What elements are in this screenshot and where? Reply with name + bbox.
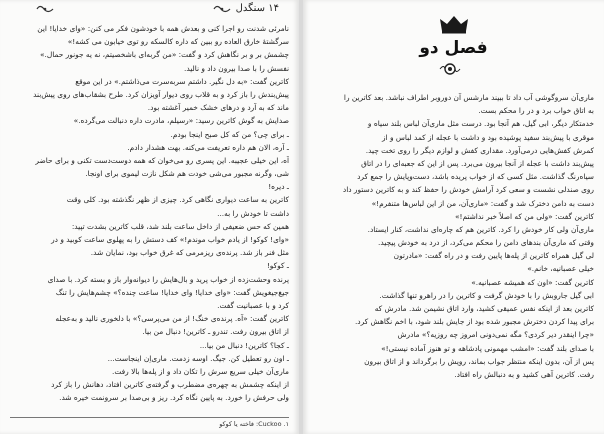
text-line: ماری‌آن ولی کار خودش را کرد. کاترین هم که چاره‌ای نداشت، کنار ایستاد.: [367, 224, 594, 234]
right-page: [303, 0, 604, 434]
rose-flourish-icon: [435, 60, 465, 78]
body-text: [313, 91, 594, 431]
text-line: کرد و با عصبانیت گفت.: [217, 300, 289, 310]
footnote: ۱. Cuckoo: فاخته یا کوکو: [10, 417, 289, 428]
text-line: داشت تا خودش را به...: [217, 208, 289, 218]
text-line: از اینکه چشمش به چهره‌ی مضطرب و گرفته‌ی کاترین افتاد، دهانش را باز کرد: [51, 380, 289, 390]
text-line: به اتاق خواب برد و در را محکم بست.: [478, 106, 594, 116]
text-line: ماری‌آن خیلی سریع سرش را تکان داد و از پله‌ها بالا رفت.: [112, 366, 289, 376]
text-line: سرگشتهٔ خارق العاده رو ببین که داره کالسکه رو توی خیابون می کشه!»: [67, 37, 289, 47]
crown-icon: [303, 14, 604, 38]
text-line: دست به دامن دخترک شد و گفت: «ماری‌آن، من از این لباس‌ها متنفرم!»: [371, 198, 594, 208]
text-line: ـ آره، الان هم داره تعریفت می‌کنه. بهت هشدار دادم.: [127, 142, 289, 152]
text-line: آه، این خیلی عجیبه. این پسری رو می‌خوان که همه دوست‌دست تکنی و برای حاضر: [35, 155, 289, 165]
text-line: ـ دیره!: [268, 182, 289, 192]
text-line: پس از آن، بدون اینکه منتظر جواب بماند، رویش را برگرداند و از اتاق بیرون: [364, 356, 594, 366]
text-line: از اتاق بیرون رفت. تندرو ـ کاترین! دنبال من بیا.: [142, 327, 289, 337]
text-line: ـ برای چی؟ من که کل صبح اینجا بودم.: [170, 129, 289, 139]
text-line: خدمتکار دیگر، ابی گیل، هم آنجا بود. درست مثل ماری‌آن لباس بلند سیاه و: [367, 119, 594, 129]
text-line: مثل فنر باز شد. پرنده‌ی ریزمرمی که غرق خواب بود، نمایان شد.: [90, 248, 289, 258]
text-line: پرنده وحشت‌زده از خواب پرید و بال‌هایش را دیوانه‌وار باز و بسته کرد. با صدای: [47, 274, 289, 284]
header-ornament-icon: [36, 4, 54, 14]
body-text: [10, 22, 289, 403]
text-line: «وای! کوکو! از یادم خواب موندم!» کف دستش را به پهلوی ساعت کوبید و در: [51, 235, 289, 244]
text-line: پیش‌بند داشت با عجله از آنجا بیرون می‌برد. پس از این که جعبه‌ای را در اتاق: [361, 158, 594, 168]
text-line: نامرئی شدنت رو اجرا کنی و بعدش همه با خودشون فکر می کنن: «وای خدایا! این: [37, 24, 289, 33]
text-line: ماری‌آن سروگوشی آب داد تا ببیند مارشس آن دوروبر اطراف نباشد. بعد کاترین را: [343, 93, 594, 102]
text-line: روی صندلی نشست و سعی کرد آرامش خودش را حفظ کند و به کاترین دستور داد: [342, 185, 594, 195]
header-ornament-icon: [213, 4, 231, 14]
text-line: لی گیل همراه کاترین از پله‌ها پایین رفت و در راه گفت: «مادرتون: [393, 251, 594, 261]
page-header: [10, 3, 289, 17]
text-line: وقتی که ماری‌آن بندهای دامن را محکم می‌کرد، از درد به خودش پیچید.: [378, 238, 594, 248]
text-line: سیاه‌رنگ گذاشت. مثل کسی که از خواب پریده باشد، دست‌وپایش را جمع کرد: [357, 172, 594, 182]
text-line: کاترین گفت: «ولی من که اصلاً خبر نداشتم!»: [454, 211, 594, 221]
text-line: نفسش را با صدا بیرون داد و نالید.: [184, 63, 289, 73]
text-line: کمرش کفش‌هایی درمی‌آورد. مقداری کفش و لوازم دیگر را روی تخت چید.: [365, 145, 594, 155]
text-line: موقری با پیش‌بند سفید پوشیده بود و داشت با عجله از کمد لباس و از: [381, 132, 594, 142]
text-line: کاترین بعد از اینکه نفس عمیقی کشید، وارد اتاق نشیمن شد. مادرش که: [374, 304, 594, 313]
text-line: خیلی عصبانیه، خانم.»: [527, 264, 594, 274]
text-line: «چرا اینقدر دیر کردی؟ مگه نمی‌دونی امروز چه روزیه؟» مادرش: [397, 330, 594, 340]
text-line: شی، وگرنه مجبور می‌شی خودت هم شکل نازت لیموی برای اونجا.: [85, 169, 289, 179]
text-line: چشمش بر و بر نگاهش کرد و گفت: «من گربه‌ای باشخصیتم، نه یه جونور حمال.»: [40, 50, 289, 60]
text-line: ابی گیل جاروبش را با خودش گرفت و کاترین را در راهرو تنها گذاشت.: [379, 290, 594, 300]
left-page: [0, 0, 299, 434]
text-line: ماند که به آرد و درهای خشک خمیر آغشته بود.: [147, 103, 289, 113]
text-line: جیغ‌جیغویش گفت: «وای خدایا! وای خدایا! ساعت چنده؟» چشم‌هایش را تنگ: [55, 287, 289, 297]
text-line: ولی حرفش را خورد. به پایین نگاه کرد. ریز و بی‌صدا بر سرونمت خیره شد.: [59, 393, 289, 403]
text-line: ـ اون رو تعطیل کن. جیگ. اوسه زدمت. ماری‌اِن اینجاست...: [107, 353, 289, 363]
text-line: کاترین گفت: «اون که همیشه عصبانیه.»: [471, 277, 594, 287]
text-line: ـ کوکو!: [266, 261, 289, 271]
text-line: با صدای بلند گفت: «امشب مهمونی پادشاهه و تو هنوز آماده نیستی!»: [381, 343, 594, 353]
text-line: کاترین گفت: «آه. پرنده‌ی خنگ! از من می‌پرسی؟» با دلخوری نالید و به‌عجله: [55, 314, 289, 324]
text-line: همین که حس ضعیفی از داخل ساعت بلند شد، قلب کاترین بشدت تپید:: [71, 221, 289, 231]
text-line: ـ کجا؟ کاترین! دنبال من بیا...: [199, 340, 289, 350]
text-line: رفت. کاترین آهی کشید و به دنبالش راه افتاد.: [454, 369, 594, 379]
page-number: ۱۴ سنگدل: [235, 3, 279, 14]
chapter-title: فصل دو: [419, 38, 488, 58]
text-line: کاترین گفت: «به دل نگیر. داشتم سربه‌سرت می‌ذاشتم.» در این موقع: [75, 76, 289, 86]
text-line: کاترین به ساعت دیواری نگاهی کرد. چیزی از ظهر نگذشته بود. کلی وقت: [66, 195, 289, 205]
text-line: برای پیدا کردن دخترش مجبور شده بود از جایش بلند شود، با اخم نگاهش کرد.: [354, 317, 594, 327]
text-line: پیش‌بندش را باز کرد و به قلاب روی دیوار آویزان کرد. طرح بشقاب‌های روی پیش‌بند: [33, 89, 289, 99]
text-line: صدایش به گوش کاترین رسید: «رسیلم، مادرت داره دنبالت می‌گرده.»: [73, 116, 289, 126]
